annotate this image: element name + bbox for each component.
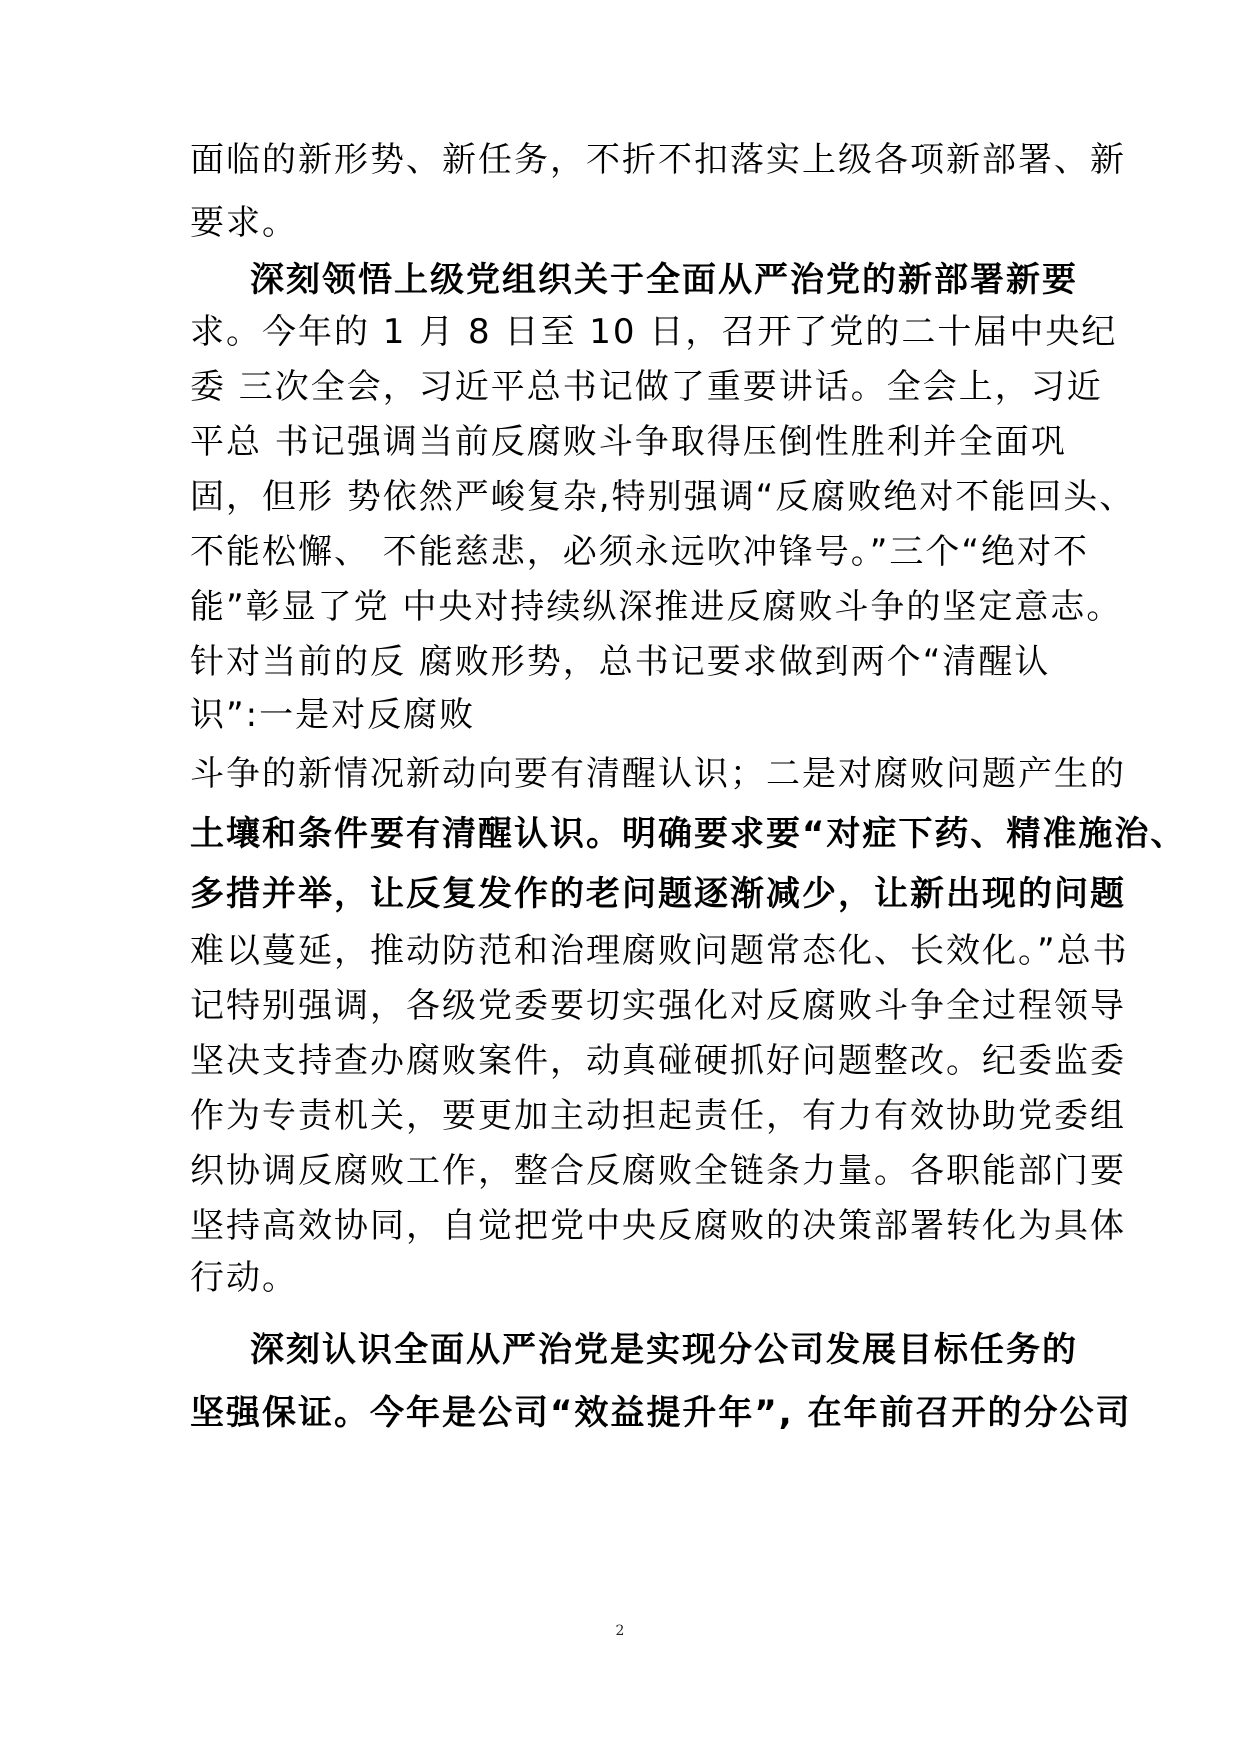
body-text-line: 斗争的新情况新动向要有清醒认识；二是对腐败问题产生的 [190, 754, 1126, 794]
body-text-line: 面临的新形势、新任务，不折不扣落实上级各项新部署、新 [190, 140, 1126, 180]
body-text-line: 记特别强调，各级党委要切实强化对反腐败斗争全过程领导 [190, 986, 1126, 1026]
body-text-line: 坚决支持查办腐败案件，动真碰硬抓好问题整改。纪委监委 [190, 1041, 1126, 1081]
body-text-line: 求。今年的 1 月 8 日至 10 日，召开了党的二十届中央纪 [190, 312, 1118, 352]
body-text-line-bold: 多措并举，让反复发作的老问题逐渐减少，让新出现的问题 [190, 874, 1126, 914]
body-text-line-bold: 土壤和条件要有清醒认识。明确要求要“对症下药、精准施治、 [190, 814, 1187, 854]
body-text-line: 委 三次全会，习近平总书记做了重要讲话。全会上，习近 [190, 367, 1103, 407]
body-text-line: 作为专责机关，要更加主动担起责任，有力有效协助党委组 [190, 1096, 1126, 1136]
body-text-line: 识”:一是对反腐败 [190, 695, 476, 735]
body-text-line: 要求。 [190, 203, 298, 243]
section-heading-line: 深刻领悟上级党组织关于全面从严治党的新部署新要 [250, 260, 1078, 300]
body-text-line: 织协调反腐败工作，整合反腐败全链条力量。各职能部门要 [190, 1151, 1126, 1191]
body-text-line: 固，但形 势依然严峻复杂,特别强调“反腐败绝对不能回头、 [190, 477, 1136, 517]
body-text-line: 能”彰显了党 中央对持续纵深推进反腐败斗争的坚定意志。 [190, 587, 1123, 627]
body-text-line: 不能松懈、 不能慈悲，必须永远吹冲锋号。”三个“绝对不 [190, 532, 1090, 572]
body-text-line: 行动。 [190, 1258, 298, 1298]
body-text-line: 平总 书记强调当前反腐败斗争取得压倒性胜利并全面巩 [190, 422, 1067, 462]
section-heading-line: 深刻认识全面从严治党是实现分公司发展目标任务的 [250, 1330, 1078, 1370]
body-text-line: 坚持高效协同，自觉把党中央反腐败的决策部署转化为具体 [190, 1206, 1126, 1246]
page-number: 2 [615, 1623, 625, 1639]
body-text-line-bold: 坚强保证。今年是公司“效益提升年”, 在年前召开的分公司 [190, 1393, 1132, 1433]
body-text-line: 针对当前的反 腐败形势，总书记要求做到两个“清醒认 [190, 642, 1051, 682]
body-text-line: 难以蔓延，推动防范和治理腐败问题常态化、长效化。”总书 [190, 931, 1129, 971]
